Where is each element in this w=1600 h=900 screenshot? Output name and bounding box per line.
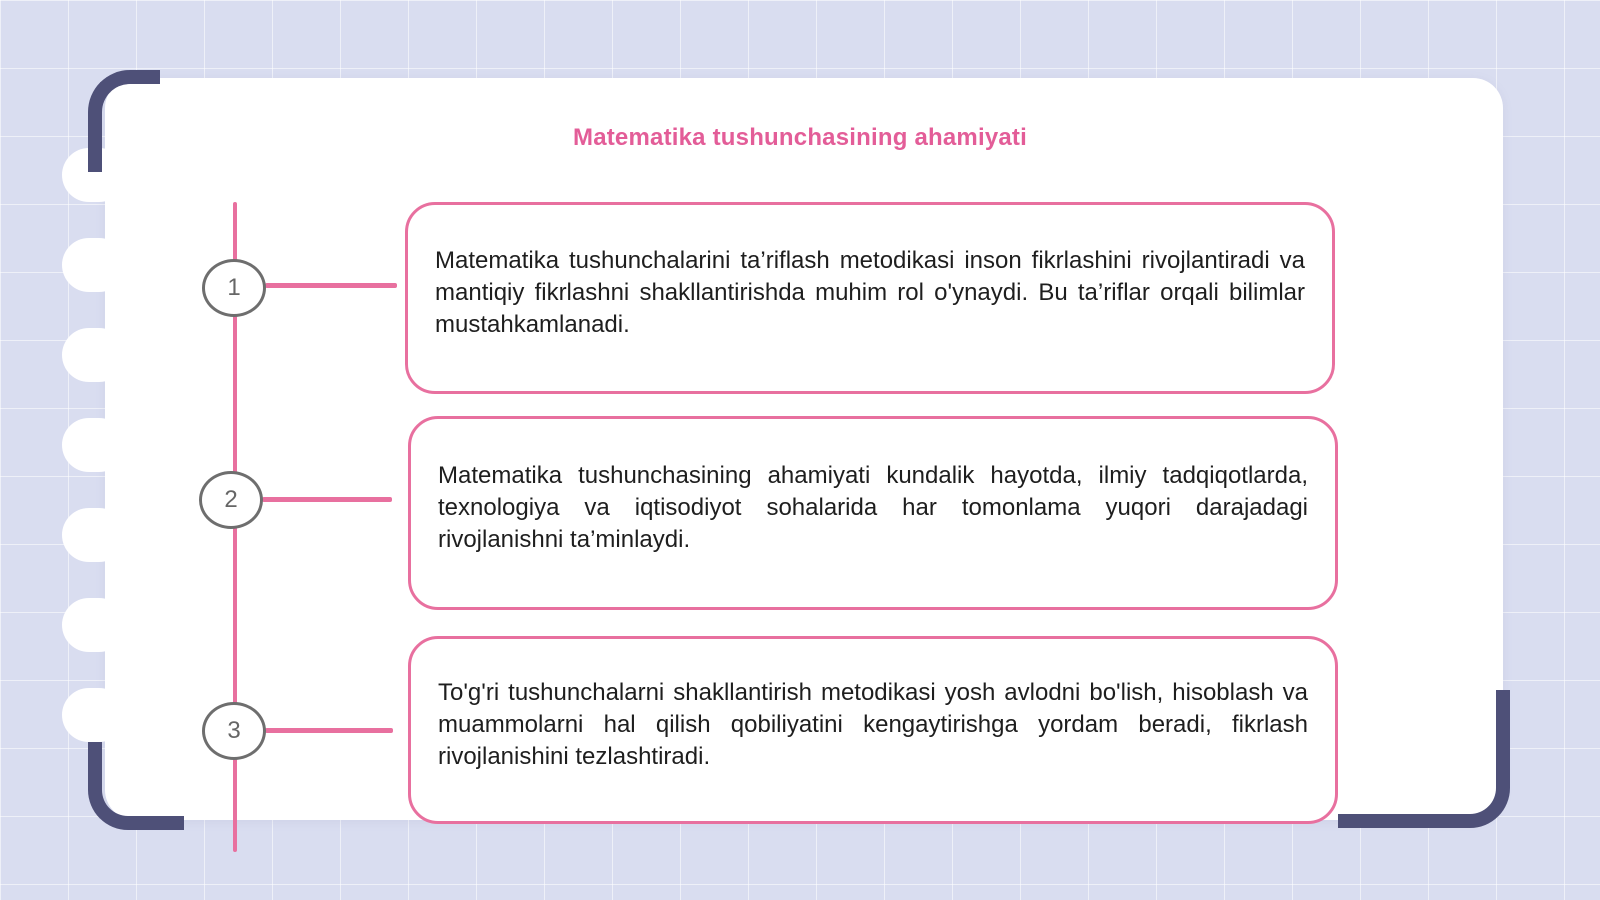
info-box-text: Matematika tushunchasining ahamiyati kundalik hayotda, ilmiy tadqiqotlarda, texnologiya va iqtisodiyot sohalarida har tomonlama yuqori darajadagi rivojlanishni ta’minlaydi. xyxy=(438,462,1308,553)
corner-bracket-bottom-right xyxy=(1338,690,1510,828)
timeline-connector-2 xyxy=(262,497,392,502)
card-scallop xyxy=(62,508,126,562)
info-box-2 xyxy=(408,416,1338,610)
info-box-text: Matematika tushunchalarini ta’riflash metodikasi inson fikrlashini rivojlantiradi va mantiqiy fikrlashni shakllantirishda muhim rol o'ynaydi. Bu ta’riflar orqali bilimlar mustahkamlanadi. xyxy=(435,247,1305,338)
card-scallop xyxy=(62,688,126,742)
info-box-3 xyxy=(408,636,1338,824)
card-scallop xyxy=(62,238,126,292)
step-number-1: 1 xyxy=(202,259,266,317)
info-box-text: To'g'ri tushunchalarni shakllantirish metodikasi yosh avlodni bo'lish, hisoblash va muammolarni hal qilish qobiliyatini kengaytirishga yordam beradi, fikrlash rivojlanishini tezlashtiradi. xyxy=(438,679,1308,770)
step-number-3: 3 xyxy=(202,702,266,760)
timeline-connector-3 xyxy=(265,728,393,733)
slide-title: Matematika tushunchasining ahamiyati xyxy=(573,124,1027,151)
timeline-connector-1 xyxy=(265,283,397,288)
card-scallop xyxy=(62,328,126,382)
info-box-1 xyxy=(405,202,1335,394)
corner-bracket-bottom-left xyxy=(88,742,184,830)
card-scallop xyxy=(62,418,126,472)
corner-bracket-top-left xyxy=(88,70,160,172)
card-scallop xyxy=(62,598,126,652)
step-number-2: 2 xyxy=(199,471,263,529)
